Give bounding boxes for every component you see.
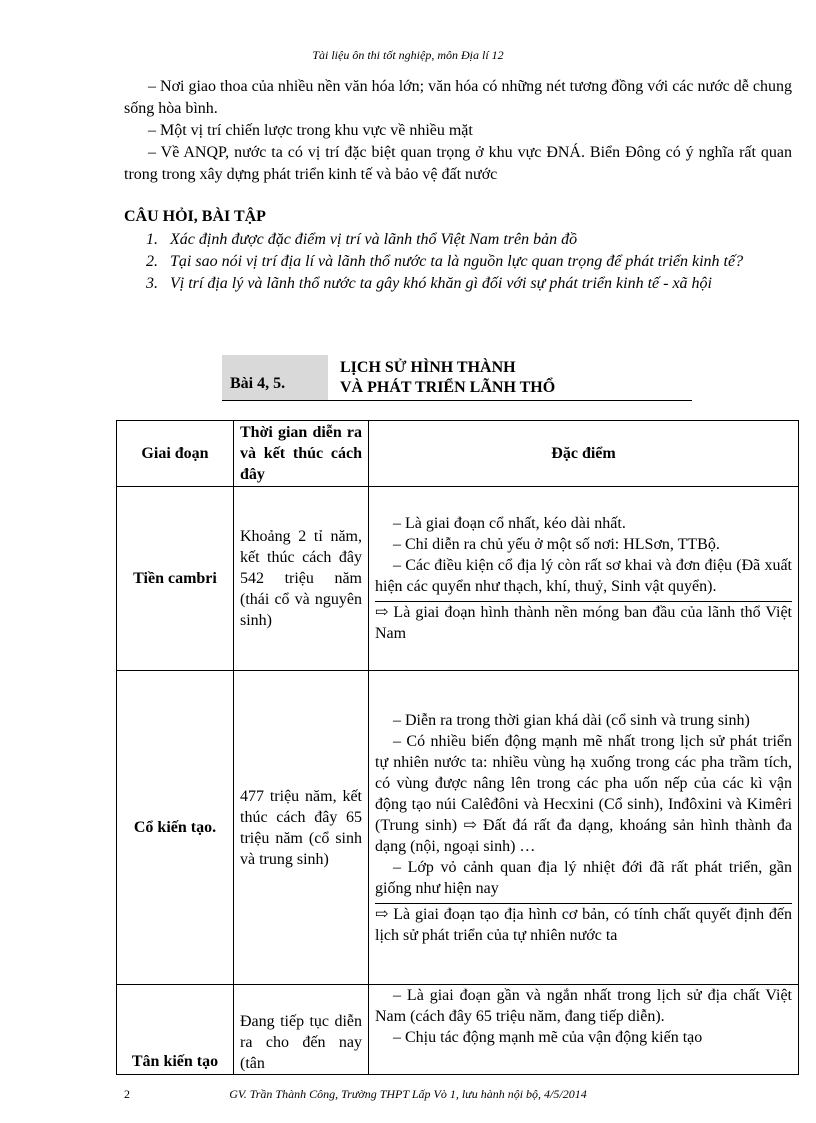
questions-title: CÂU HỎI, BÀI TẬP <box>124 208 266 225</box>
lesson-title-line: LỊCH SỬ HÌNH THÀNH <box>340 359 516 376</box>
question-text: Xác định được đặc điểm vị trí và lãnh thổ Việt Nam trên bản đồ <box>170 231 578 248</box>
header-stage: Giai đoạn <box>117 421 234 487</box>
stage-time: Đang tiếp tục diễn ra cho đến nay (tân <box>234 985 369 1075</box>
stage-name: Tân kiến tạo <box>117 985 234 1075</box>
table-row <box>117 487 799 671</box>
intro-section <box>124 76 792 186</box>
stage-details <box>369 487 799 671</box>
page-number: 2 <box>124 1087 130 1101</box>
detail-line: – Chỉ diễn ra chủ yếu ở một số nơi: HLSơn, TTBộ. <box>393 536 720 553</box>
table-row <box>117 671 799 985</box>
question-item <box>146 273 792 295</box>
stage-details <box>369 985 799 1075</box>
question-text: Tại sao nói vị trí địa lí và lãnh thổ nước ta là nguồn lực quan trọng để phát triển kinh tế? <box>170 253 744 270</box>
geologic-periods-table <box>116 420 799 1075</box>
intro-paragraph: – Về ANQP, nước ta có vị trí đặc biệt quan trọng ở khu vực ĐNÁ. Biển Đông có ý nghĩa rất quan trong trong xây dựng phát triển kinh tế và bảo vệ đất nước <box>124 144 792 183</box>
stage-time: 477 triệu năm, kết thúc cách đây 65 triệu năm (cổ sinh và trung sinh) <box>234 671 369 985</box>
detail-conclusion: ⇨ Là giai đoạn tạo địa hình cơ bản, có tính chất quyết định đến lịch sử phát triển của tự nhiên nước ta <box>375 905 792 944</box>
intro-paragraph: – Nơi giao thoa của nhiều nền văn hóa lớn; văn hóa có những nét tương đồng với các nước dễ chung sống hòa bình. <box>124 78 792 117</box>
footer-text: GV. Trần Thành Công, Trường THPT Lấp Vò 1, lưu hành nội bộ, 4/5/2014 <box>229 1087 587 1101</box>
page-header: Tài liệu ôn thi tốt nghiệp, môn Địa lí 12 <box>312 48 504 62</box>
table-row <box>117 985 799 1075</box>
lesson-title-line: VÀ PHÁT TRIỂN LÃNH THỔ <box>340 379 556 396</box>
lesson-title <box>340 358 555 398</box>
detail-line: – Chịu tác động mạnh mẽ của vận động kiến tạo <box>393 1029 703 1046</box>
lesson-underline <box>222 400 692 401</box>
question-item <box>146 229 792 251</box>
stage-time: Khoảng 2 tỉ năm, kết thúc cách đây 542 triệu năm (thái cổ và nguyên sinh) <box>234 487 369 671</box>
table-header-row <box>117 421 799 487</box>
header-time: Thời gian diễn ra và kết thúc cách đây <box>234 421 369 487</box>
questions-list <box>146 229 792 295</box>
lesson-number-box: Bài 4, 5. <box>222 355 328 400</box>
detail-line: – Các điều kiện cổ địa lý còn rất sơ khai và đơn điệu (Đã xuất hiện các quyển như thạch, khí, thuỷ, Sinh vật quyển). <box>375 557 792 595</box>
question-item <box>146 251 792 273</box>
detail-line: – Là giai đoạn cổ nhất, kéo dài nhất. <box>393 515 626 532</box>
question-number: 3. <box>146 275 158 292</box>
question-text: Vị trí địa lý và lãnh thổ nước ta gây khó khăn gì đối với sự phát triển kinh tế - xã hội <box>170 275 712 292</box>
intro-paragraph: – Một vị trí chiến lược trong khu vực về nhiều mặt <box>148 122 473 139</box>
header-details: Đặc điểm <box>369 421 799 487</box>
question-number: 1. <box>146 231 158 248</box>
stage-name: Cổ kiến tạo. <box>117 671 234 985</box>
detail-conclusion: ⇨ Là giai đoạn hình thành nền móng ban đầu của lãnh thổ Việt Nam <box>375 604 792 642</box>
detail-line: – Diễn ra trong thời gian khá dài (cổ sinh và trung sinh) <box>393 711 750 729</box>
stage-name: Tiền cambri <box>117 487 234 671</box>
detail-line: – Là giai đoạn gần và ngắn nhất trong lịch sử địa chất Việt Nam (cách đây 65 triệu năm, đang tiếp diễn). <box>375 987 792 1025</box>
question-number: 2. <box>146 253 158 270</box>
detail-line: – Có nhiều biến động mạnh mẽ nhất trong lịch sử phát triển tự nhiên nước ta: nhiều vùng hạ xuống trong các pha trầm tích, có vùng được nâng lên trong các pha uốn nếp của các kì vận động tạo núi Calêđôni và Hecxini (Cổ sinh), Inđôxini và Kimêri (Trung sinh) ⇨ Đất đá rất đa dạng, khoáng sản hình thành đa dạng (nội, ngoại sinh) … <box>375 732 792 855</box>
stage-details <box>369 671 799 985</box>
detail-line: – Lớp vỏ cảnh quan địa lý nhiệt đới đã rất phát triển, gần giống như hiện nay <box>375 858 792 897</box>
